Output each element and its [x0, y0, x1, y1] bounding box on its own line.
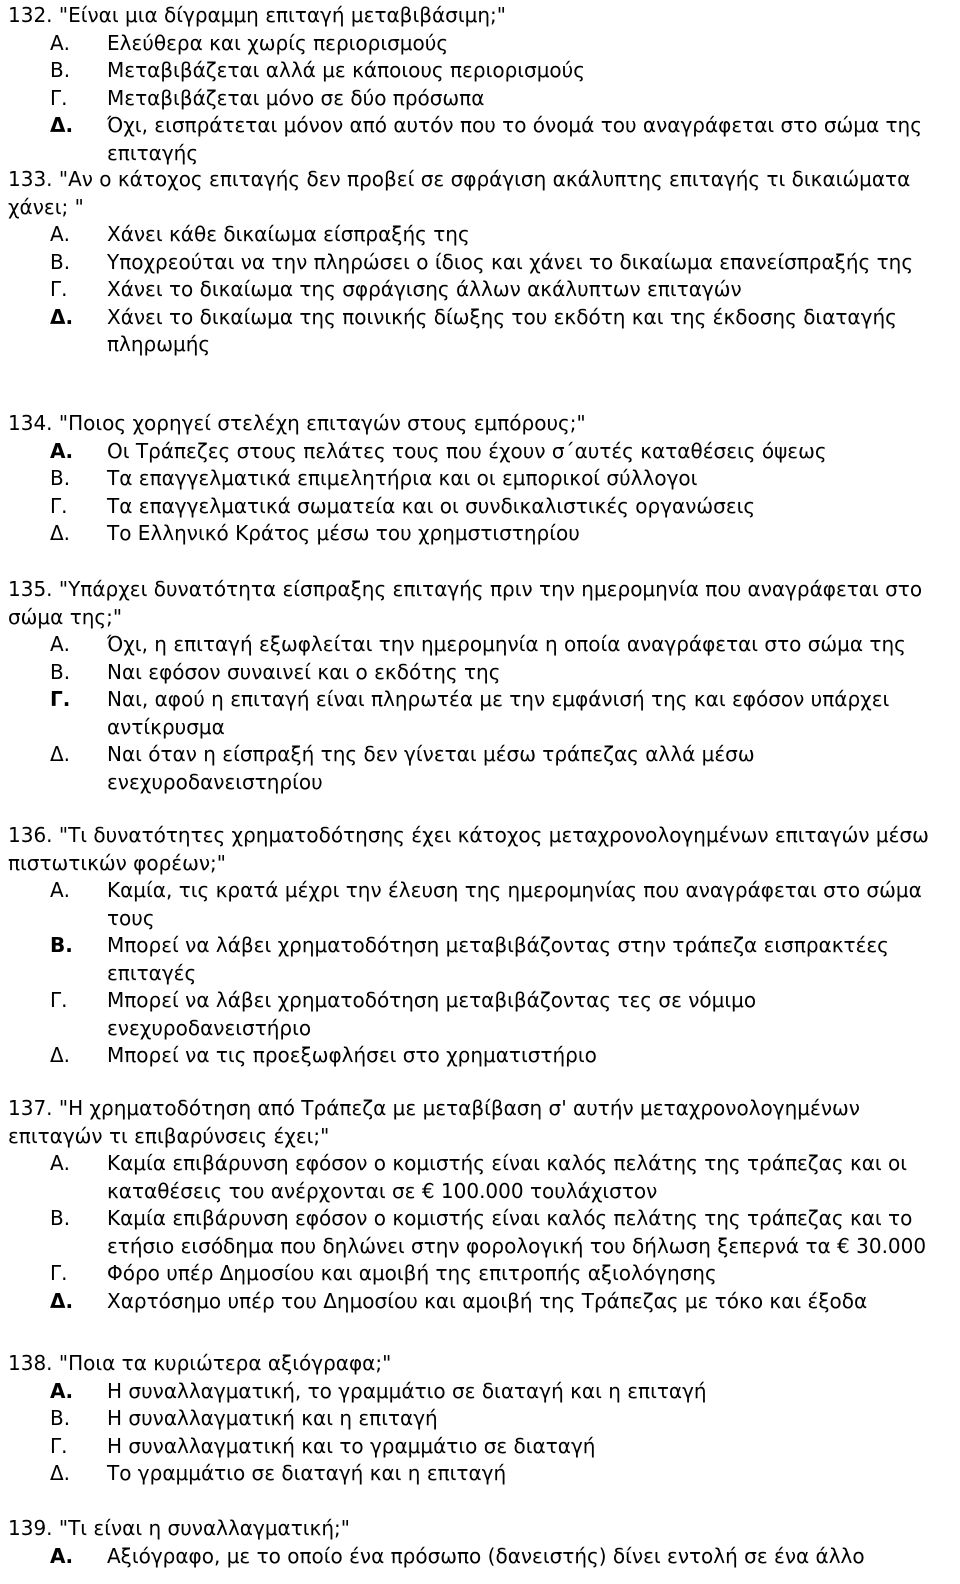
option-letter: Γ. [50, 1261, 68, 1285]
option-letter: Δ. [50, 304, 74, 329]
option-d [8, 1042, 956, 1070]
option-c [8, 85, 956, 113]
question-134 [8, 410, 956, 548]
option-a [8, 438, 956, 466]
option-text: Ναι εφόσον συναινεί και ο εκδότης της [107, 659, 501, 684]
option-a [8, 877, 956, 932]
option-letter: Β. [50, 58, 71, 82]
option-b [8, 659, 956, 687]
option-c [8, 276, 956, 304]
option-text: Ναι, αφού η επιταγή είναι πληρωτέα με την εμφάνισή της και εφόσον υπάρχει αντίκρυσμα [107, 687, 890, 739]
option-letter: Δ. [50, 521, 71, 545]
option-c [8, 987, 956, 1042]
option-letter: Γ. [50, 687, 71, 711]
option-text: Το Ελληνικό Κράτος μέσω του χρημστιστηρίου [107, 521, 580, 545]
option-letter: Α. [50, 438, 74, 463]
option-letter: Γ. [50, 988, 68, 1012]
option-text: Όχι, η επιταγή εξωφλείται την ημερομηνία η οποία αναγράφεται στο σώμα της [107, 632, 906, 656]
option-c [8, 493, 956, 521]
option-letter: Β. [50, 249, 71, 274]
option-letter: Α. [50, 878, 71, 902]
option-text: Μπορεί να τις προεξωφλήσει στο χρηματιστήριο [107, 1043, 597, 1067]
option-b [8, 465, 956, 493]
option-b [8, 932, 956, 987]
option-letter: Γ. [50, 1433, 68, 1458]
option-letter: Α. [50, 222, 71, 246]
option-text: Μεταβιβάζεται αλλά με κάποιους περιορισμούς [107, 58, 585, 82]
option-d [8, 304, 956, 359]
option-text: Το γραμμάτιο σε διαταγή και η επιταγή [107, 1461, 507, 1485]
question-text: 139. "Τι είναι η συναλλαγματική;" [8, 1516, 350, 1540]
option-a [8, 1378, 956, 1406]
question-136 [8, 822, 956, 1070]
option-text: Φόρο υπέρ Δημοσίου και αμοιβή της επιτροπής αξιολόγησης [107, 1261, 717, 1285]
option-text: Καμία, τις κρατά μέχρι την έλευση της ημερομηνίας που αναγράφεται στο σώμα τους [107, 878, 922, 930]
option-letter: Β. [50, 933, 73, 957]
option-text: Χαρτόσημο υπέρ του Δημοσίου και αμοιβή της Τράπεζας με τόκο και έξοδα [107, 1288, 868, 1313]
option-text: Τα επαγγελματικά σωματεία και οι συνδικαλιστικές οργανώσεις [107, 493, 756, 518]
option-text: Η συναλλαγματική, το γραμμάτιο σε διαταγή και η επιταγή [107, 1378, 707, 1403]
option-d [8, 1288, 956, 1316]
question-text: 133. "Αν ο κάτοχος επιταγής δεν προβεί σε σφράγιση ακάλυπτης επιταγής τι δικαιώματα χάνει; " [8, 167, 911, 219]
option-text: Καμία επιβάρυνση εφόσον ο κομιστής είναι καλός πελάτης της τράπεζας και οι καταθέσεις του ανέρχονται σε € 100.000 τουλάχιστον [107, 1151, 908, 1203]
option-text: Καμία επιβάρυνση εφόσον ο κομιστής είναι καλός πελάτης της τράπεζας και το ετήσιο εισόδημα που δηλώνει στην φορολογική του δήλωση ξεπερνά τα € 30.000 [107, 1206, 927, 1258]
option-text: Χάνει το δικαίωμα της σφράγισης άλλων ακάλυπτων επιταγών [107, 277, 742, 301]
option-a [8, 1543, 956, 1571]
option-d [8, 1460, 956, 1488]
option-text: Οι Τράπεζες στους πελάτες τους που έχουν σ΄αυτές καταθέσεις όψεως [107, 438, 827, 463]
option-letter: Δ. [50, 1043, 71, 1067]
question-text: 138. "Ποια τα κυριώτερα αξιόγραφα;" [8, 1351, 392, 1375]
option-letter: Α. [50, 30, 71, 55]
option-text: Τα επαγγελματικά επιμελητήρια και οι εμπορικοί σύλλογοι [107, 466, 698, 490]
option-letter: Γ. [50, 85, 68, 110]
option-c [8, 686, 956, 741]
option-letter: Β. [50, 659, 71, 684]
option-c [8, 1260, 956, 1288]
option-letter: Δ. [50, 742, 71, 766]
option-letter: Δ. [50, 1461, 71, 1485]
option-letter: Β. [50, 1206, 71, 1230]
option-letter: Α. [50, 1378, 74, 1403]
question-text: 136. "Τι δυνατότητες χρηματοδότησης έχει κάτοχος μεταχρονολογημένων επιταγών μέσω πιστωτικών φορέων;" [8, 823, 929, 875]
question-text: 135. "Υπάρχει δυνατότητα είσπραξης επιταγής πριν την ημερομηνία που αναγράφεται στο σώμα της;" [8, 577, 923, 629]
option-a [8, 30, 956, 58]
option-c [8, 1433, 956, 1461]
option-letter: Β. [50, 1406, 71, 1430]
option-text: Ναι όταν η είσπραξή της δεν γίνεται μέσω τράπεζας αλλά μέσω ενεχυροδανειστηρίου [107, 742, 755, 794]
option-text: Αξιόγραφο, με το οποίο ένα πρόσωπο (δανειστής) δίνει εντολή σε ένα άλλο [107, 1543, 865, 1568]
option-text: Μπορεί να λάβει χρηματοδότηση μεταβιβάζοντας στην τράπεζα εισπρακτέες επιταγές [107, 933, 889, 985]
option-letter: Γ. [50, 493, 68, 518]
option-d [8, 520, 956, 548]
option-b [8, 1405, 956, 1433]
option-letter: Α. [50, 1151, 71, 1175]
option-a [8, 1150, 956, 1205]
option-b [8, 57, 956, 85]
option-letter: Γ. [50, 277, 68, 301]
option-text: Μπορεί να λάβει χρηματοδότηση μεταβιβάζοντας τες σε νόμιμο ενεχυροδανειστήριο [107, 988, 757, 1040]
option-text: Μεταβιβάζεται μόνο σε δύο πρόσωπα [107, 85, 485, 110]
question-135 [8, 576, 956, 796]
question-132 [8, 2, 956, 167]
question-text: 137. "Η χρηματοδότηση από Τράπεζα με μεταβίβαση σ' αυτήν μεταχρονολογημένων επιταγών τι επιβαρύνσεις έχει;" [8, 1096, 860, 1148]
option-text: Η συναλλαγματική και η επιταγή [107, 1406, 438, 1430]
option-text: Ελεύθερα και χωρίς περιορισμούς [107, 30, 449, 55]
option-d [8, 112, 956, 167]
option-b [8, 249, 956, 277]
option-text: Υποχρεούται να την πληρώσει ο ίδιος και χάνει το δικαίωμα επανείσπραξής της [107, 249, 914, 274]
option-letter: Α. [50, 1543, 74, 1568]
option-text: Όχι, εισπράτεται μόνον από αυτόν που το όνομά του αναγράφεται στο σώμα της επιταγής [107, 113, 922, 165]
option-a [8, 221, 956, 249]
option-letter: Α. [50, 632, 71, 656]
question-138 [8, 1350, 956, 1488]
option-a [8, 631, 956, 659]
question-text: 132. "Είναι μια δίγραμμη επιταγή μεταβιβάσιμη;" [8, 3, 506, 27]
question-133 [8, 166, 956, 359]
option-text: Η συναλλαγματική και το γραμμάτιο σε διαταγή [107, 1433, 596, 1458]
question-139 [8, 1515, 956, 1570]
option-letter: Β. [50, 466, 71, 490]
option-d [8, 741, 956, 796]
question-text: 134. "Ποιος χορηγεί στελέχη επιταγών στους εμπόρους;" [8, 411, 586, 435]
question-137 [8, 1095, 956, 1315]
option-text: Χάνει κάθε δικαίωμα είσπραξής της [107, 222, 470, 246]
option-b [8, 1205, 956, 1260]
option-letter: Δ. [50, 1288, 74, 1313]
option-text: Χάνει το δικαίωμα της ποινικής δίωξης του εκδότη και της έκδοσης διαταγής πληρωμής [107, 304, 897, 356]
option-letter: Δ. [50, 113, 74, 137]
